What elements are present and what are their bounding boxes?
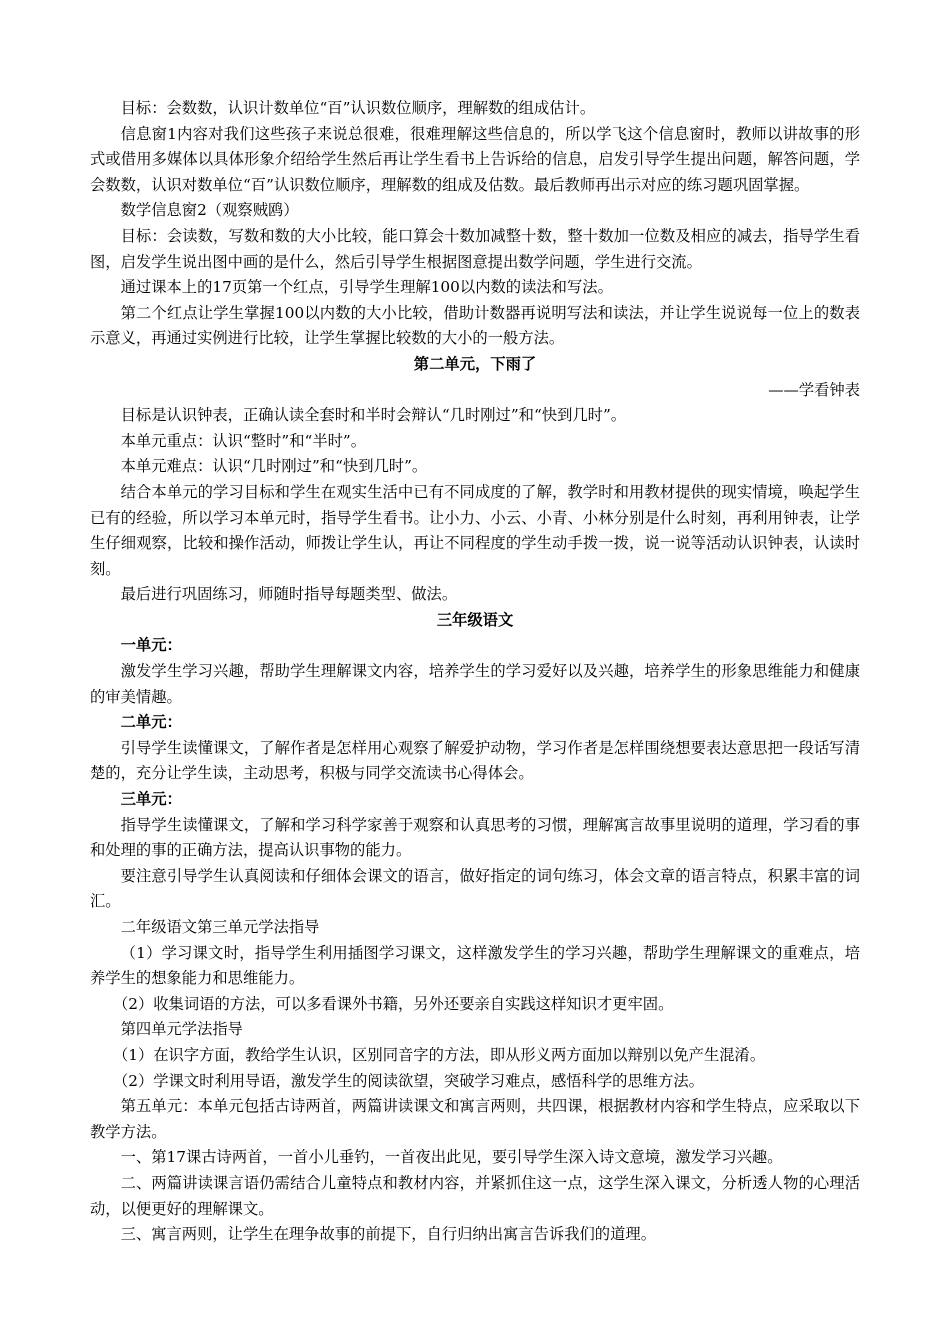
paragraph: 结合本单元的学习目标和学生在观实生活中已有不同成度的了解，教学时和用教材提供的现实情境，唤起学生已有的经验，所以学习本单元时，指导学生看书。让小力、小云、小青、小林分别是什么时刻，再利用钟表，让学生仔细观察，比较和操作活动，师拨让学生认，再让不同程度的学生动手拨一拨，说一说等活动认识钟表，认读时刻。: [90, 482, 860, 578]
paragraph: 目标：会读数，写数和数的大小比较，能口算会十数加减整十数，整十数加一位数及相应的减去，指导学生看图，启发学生说出图中画的是什么，然后引导学生根据图意提出数学问题，学生进行交流。: [90, 226, 860, 271]
list-item: （2）学课文时利用导语，激发学生的阅读欲望，突破学习难点，感悟科学的思维方法。: [112, 1071, 704, 1090]
paragraph: 通过课本上的17页第一个红点，引导学生理解100以内数的读法和写法。: [120, 278, 613, 297]
paragraph: 一、第17课古诗两首，一首小儿垂钓，一首夜出此见，要引导学生深入诗文意境，激发学习兴趣。: [120, 1148, 783, 1167]
subsection-title: 二年级语文第三单元学法指导: [120, 918, 320, 936]
paragraph: 三、寓言两则，让学生在理争故事的前提下，自行归纳出寓言告诉我们的道理。: [120, 1225, 656, 1244]
paragraph: 目标是认识钟表，正确认读全套时和半时会辩认“几时刚过”和“快到几时”。: [120, 406, 627, 425]
paragraph: 指导学生读懂课文，了解和学习科学家善于观察和认真思考的习惯，理解寓言故事里说明的道理，学习看的事和处理的事的正确方法，提高认识事物的能力。: [90, 815, 860, 860]
paragraph: 目标：会数数，认识计数单位“百”认识数位顺序，理解数的组成估计。: [120, 99, 596, 117]
paragraph: 本单元重点：认识“整时”和“半时”。: [120, 431, 367, 450]
paragraph: 激发学生学习兴趣，帮助学生理解课文内容，培养学生的学习爱好以及兴趣，培养学生的形象思维能力和健康的审美情趣。: [90, 662, 860, 706]
section-subtitle-unit2: ——学看钟表: [768, 380, 860, 399]
list-item: （2）收集词语的方法，可以多看课外书籍，另外还要亲自实践这样知识才更牢固。: [112, 994, 674, 1013]
paragraph: 引导学生读懂课文，了解作者是怎样用心观察了解爱护动物，学习作者是怎样围绕想要表达意思把一段话写清楚的，充分让学生读，主动思考，积极与同学交流读书心得体会。: [90, 738, 860, 783]
list-item: （1）学习课文时，指导学生利用插图学习课文，这样激发学生的学习兴趣，帮助学生理解课文的重难点，培养学生的想象能力和思维能力。: [90, 943, 860, 988]
unit-heading: 一单元：: [120, 636, 182, 655]
paragraph: 数学信息窗2（观察贼鸥）: [120, 201, 299, 220]
paragraph: 第五单元：本单元包括古诗两首，两篇讲读课文和寓言两则，共四课，根据教材内容和学生特点，应采取以下教学方法。: [90, 1097, 860, 1141]
section-title-unit2: 第二单元，下雨了: [413, 354, 537, 373]
paragraph: 信息窗1内容对我们这些孩子来说总很难，很难理解这些信息的，所以学飞这个信息窗时，教师以讲故事的形式或借用多媒体以具体形象介绍给学生然后再让学生看书上告诉给的信息，启发引导学生提出问题，解答问题，学会数数，认识对数单位“百”认识数位顺序，理解数的组成及估数。最后教师再出示对应的练习题巩固掌握。: [90, 124, 860, 194]
paragraph: 要注意引导学生认真阅读和仔细体会课文的语言，做好指定的词句练习，体会文章的语言特点，积累丰富的词汇。: [90, 866, 860, 911]
paragraph: 最后进行巩固练习，师随时指导每题类型、做法。: [120, 585, 458, 604]
unit-heading: 二单元：: [120, 713, 182, 732]
unit-heading: 三单元：: [120, 790, 182, 809]
paragraph: 本单元难点：认识“几时刚过”和“快到几时”。: [120, 457, 428, 476]
subsection-title: 第四单元学法指导: [120, 1020, 243, 1039]
paragraph: 第二个红点让学生掌握100以内数的大小比较，借助计数器再说明写法和读法，并让学生说说每一位上的数表示意义，再通过实例进行比较，让学生掌握比较数的大小的一般方法。: [90, 303, 860, 348]
section-title-grade3: 三年级语文: [436, 610, 514, 629]
list-item: （1）在识字方面，教给学生认识，区别同音字的方法，即从形义两方面加以辩别以免产生混淆。: [112, 1045, 766, 1064]
paragraph: 二、两篇讲读课言语仍需结合儿童特点和教材内容，并紧抓住这一点，这学生深入课文，分析透人物的心理活动，以便更好的理解课文。: [90, 1173, 860, 1218]
document-body: [90, 96, 860, 1248]
